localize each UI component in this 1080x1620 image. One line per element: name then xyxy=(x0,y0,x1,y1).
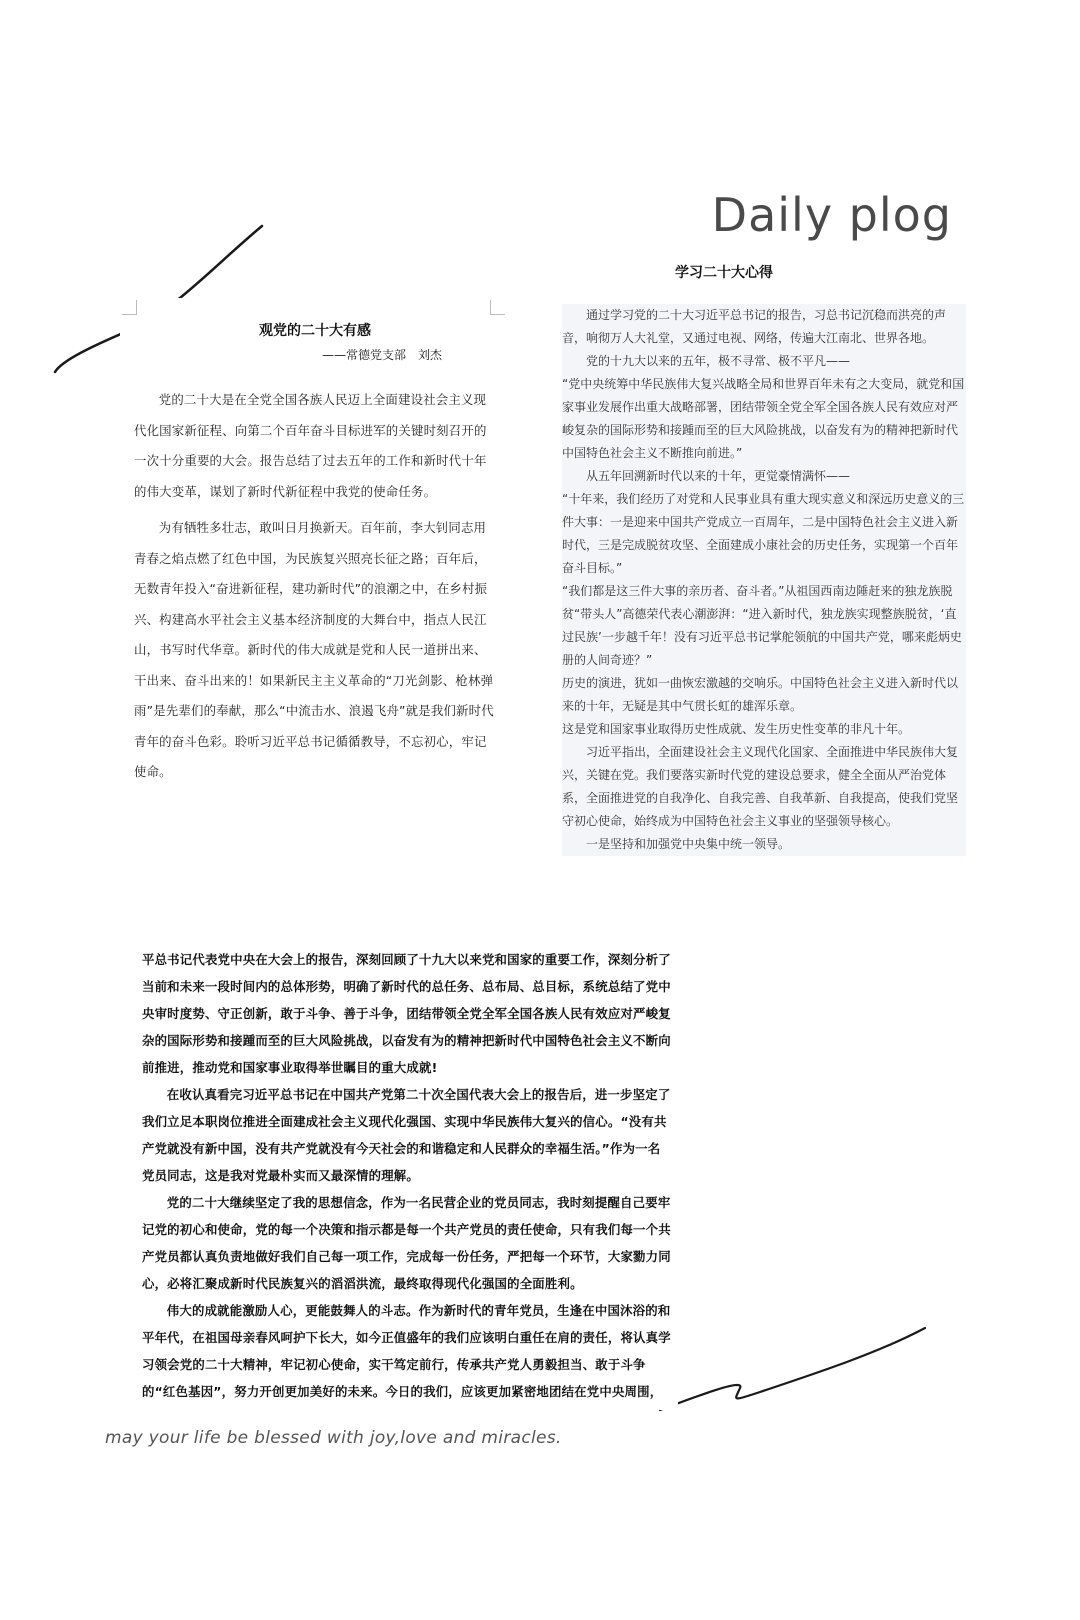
document-clipping-1 xyxy=(120,298,510,779)
doc2-paragraph: “十年来，我们经历了对党和人民事业具有重大现实意义和深远历史意义的三件大事：一是迎来中国共产党成立一百周年，二是中国特色社会主义进入新时代，三是完成脱贫攻坚、全面建成小康社会的历史任务，实现第一个百年奋斗目标。” xyxy=(562,492,965,575)
footer-quote: may your life be blessed with joy,love and miracles. xyxy=(105,1428,562,1448)
doc1-paragraph: 党的二十大是在全党全国各族人民迈上全面建设社会主义现代化国家新征程、向第二个百年奋斗目标进军的关键时刻召开的一次十分重要的大会。报告总结了过去五年的工作和新时代十年的伟大变革，谋划了新时代新征程中我党的使命任务。 xyxy=(134,392,487,499)
document-clipping-3 xyxy=(138,940,678,1410)
doc3-paragraph: 伟大的成就能激励人心，更能鼓舞人的斗志。作为新时代的青年党员，生逢在中国沐浴的和平年代，在祖国母亲春风呵护下长大，如今正值盛年的我们应该明白重任在肩的责任，将认真学习领会党的二十大精神，牢记初心使命，实干笃定前行，传承共产党人勇毅担当、敢于斗争的“红色基因”，努力开创更加美好的未来。今日的我们，应该更加紧密地团结在党中央周围， xyxy=(142,1303,671,1399)
page-title: Daily plog xyxy=(711,188,952,242)
doc3-paragraph: 党的二十大继续坚定了我的思想信念，作为一名民营企业的党员同志，我时刻提醒自己要牢记党的初心和使命，党的每一个决策和指示都是每一个共产党员的责任使命，只有我们每一个共产党员都认真负责地做好我们自己每一项工作，完成每一份任务，严把每一个环节，大家勠力同心，必将汇聚成新时代民族复兴的滔滔洪流，最终取得现代化强国的全面胜利。 xyxy=(142,1195,671,1291)
doc2-paragraph: “我们都是这三件大事的亲历者、奋斗者。”从祖国西南边陲赶来的独龙族脱贫“带头人”高德荣代表心潮澎湃：“进入新时代，独龙族实现整族脱贫，‘直过民族’一步越千年！没有习近平总书记掌舵领航的中国共产党，哪来彪炳史册的人间奇迹？” xyxy=(562,584,962,667)
doc3-paragraph: 在收认真看完习近平总书记在中国共产党第二十次全国代表大会上的报告后，进一步坚定了我们立足本职岗位推进全面建成社会主义现代化强国、实现中华民族伟大复兴的信心。“没有共产党就没有新中国，没有共产党就没有今天社会的和谐稳定和人民群众的幸福生活。”作为一名党员同志，这是我对党最朴实而又最深情的理解。 xyxy=(142,1087,671,1183)
doc1-byline: ——常德党支部 刘杰 xyxy=(321,348,442,362)
doc2-paragraph: 习近平指出，全面建设社会主义现代化国家、全面推进中华民族伟大复兴，关键在党。我们要落实新时代党的建设总要求，健全全面从严治党体系，全面推进党的自我净化、自我完善、自我革新、自我提高，使我们党坚守初心使命，始终成为中国特色社会主义事业的坚强领导核心。 xyxy=(562,745,959,828)
doc2-paragraph: 一是坚持和加强党中央集中统一领导。 xyxy=(586,837,791,851)
doc2-paragraph: 这是党和国家事业取得历史性成就、发生历史性变革的非凡十年。 xyxy=(562,722,911,736)
doc1-paragraph: 为有牺牲多壮志，敢叫日月换新天。百年前，李大钊同志用青春之焰点燃了红色中国，为民族复兴照亮长征之路；百年后，无数青年投入“奋进新征程，建功新时代”的浪潮之中，在乡村振兴、构建高水平社会主义基本经济制度的大舞台中，指点人民江山，书写时代华章。新时代的伟大成就是党和人民一道拼出来、干出来、奋斗出来的！如果新民主主义革命的“刀光剑影、枪林弹雨”是先辈们的奉献，那么“中流击水、浪遏飞舟”就是我们新时代青年的奋斗色彩。聆听习近平总书记循循教导，不忘初心，牢记使命。 xyxy=(134,520,494,779)
doc2-paragraph: 历史的演进，犹如一曲恢宏激越的交响乐。中国特色社会主义进入新时代以来的十年，无疑是其中气贯长虹的雄浑乐章。 xyxy=(562,676,959,713)
doc2-body xyxy=(562,304,966,856)
doc2-title: 学习二十大心得 xyxy=(675,265,773,281)
doc1-title: 观党的二十大有感 xyxy=(259,323,371,339)
doc3-paragraph: 平总书记代表党中央在大会上的报告，深刻回顾了十九大以来党和国家的重要工作，深刻分析了当前和未来一段时间内的总体形势，明确了新时代的总任务、总布局、总目标，系统总结了党中央审时度势、守正创新，敢于斗争、善于斗争，团结带领全党全军全国各族人民有效应对严峻复杂的国际形势和接踵而至的巨大风险挑战，以奋发有为的精神把新时代中国特色社会主义不断向前推进，推动党和国家事业取得举世瞩目的重大成就! xyxy=(142,952,671,1075)
doc2-paragraph: “党中央统筹中华民族伟大复兴战略全局和世界百年未有之大变局，就党和国家事业发展作出重大战略部署，团结带领全党全军全国各族人民有效应对严峻复杂的国际形势和接踵而至的巨大风险挑战，以奋发有为的精神把新时代中国特色社会主义不断推向前进。” xyxy=(562,377,965,460)
page-corner-mark xyxy=(122,300,137,315)
page-corner-mark xyxy=(490,300,505,315)
pen-stroke-bottom-right xyxy=(660,1328,925,1410)
doc2-paragraph: 通过学习党的二十大习近平总书记的报告，习总书记沉稳而洪亮的声音，响彻万人大礼堂，又通过电视、网络，传遍大江南北、世界各地。 xyxy=(562,308,947,345)
document-clipping-2 xyxy=(556,262,976,851)
doc2-paragraph: 从五年回溯新时代以来的十年，更觉豪情满怀—— xyxy=(586,469,851,483)
doc2-paragraph: 党的十九大以来的五年，极不寻常、极不平凡—— xyxy=(586,354,851,368)
